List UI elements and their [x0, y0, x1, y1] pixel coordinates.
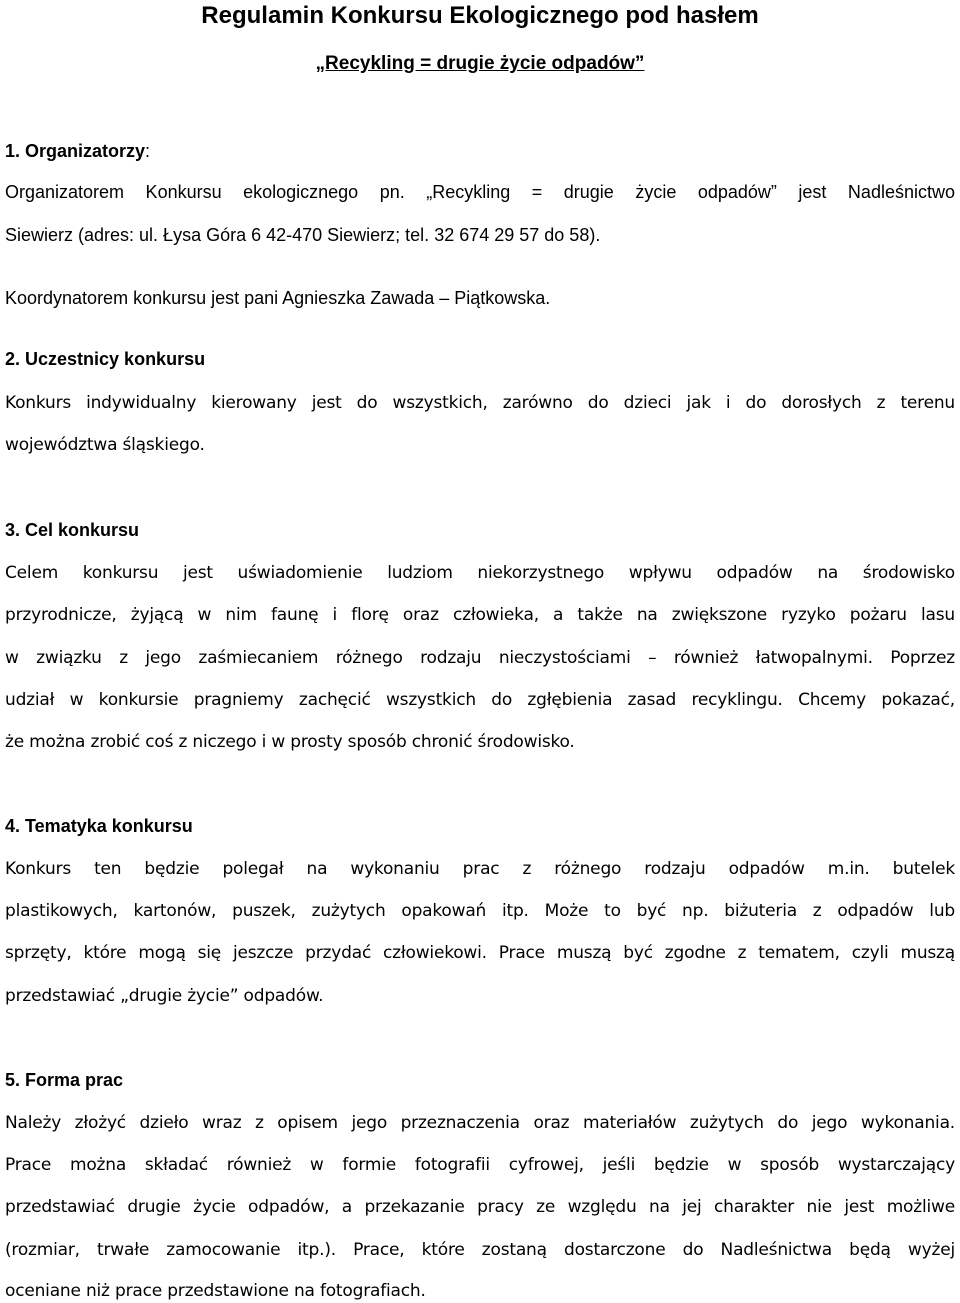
- paragraph-line: (rozmiar, trwałe zamocowanie itp.). Prace, które zostaną dostarczone do Nadleśnictwa będą wyżej: [5, 1240, 955, 1260]
- paragraph-line: Konkurs ten będzie polegał na wykonaniu prac z różnego rodzaju odpadów m.in. butelek: [5, 859, 955, 879]
- paragraph-line: oceniane niż prace przedstawione na fotografiach.: [5, 1281, 426, 1301]
- paragraph-line: przyrodnicze, żyjącą w nim faunę i florę oraz człowieka, a także na zwiększone ryzyko pożaru lasu: [5, 605, 955, 625]
- section-heading-text: 1. Organizatorzy: [5, 141, 146, 161]
- paragraph-line: przedstawiać drugie życie odpadów, a przekazanie pracy ze względu na jej charakter nie jest możliwe: [5, 1197, 955, 1217]
- section-heading-goal: 3. Cel konkursu: [5, 520, 140, 540]
- section-heading-participants: 2. Uczestnicy konkursu: [5, 349, 206, 369]
- document-subtitle: „Recykling = drugie życie odpadów”: [315, 53, 645, 74]
- paragraph-line: w związku z jego zaśmiecaniem różnego rodzaju nieczystościami – również łatwopalnymi. Poprzez: [5, 648, 955, 668]
- paragraph-line: Celem konkursu jest uświadomienie ludziom niekorzystnego wpływu odpadów na środowisko: [5, 563, 955, 583]
- section-heading-topic: 4. Tematyka konkursu: [5, 816, 193, 836]
- paragraph-line: przedstawiać „drugie życie” odpadów.: [5, 986, 324, 1006]
- section-heading-organizers: [5, 139, 150, 163]
- paragraph-line: że można zrobić coś z niczego i w prosty sposób chronić środowisko.: [5, 732, 575, 752]
- paragraph-line: Prace można składać również w formie fotografii cyfrowej, jeśli będzie w sposób wystarczający: [5, 1155, 955, 1175]
- paragraph-line: sprzęty, które mogą się jeszcze przydać człowiekowi. Prace muszą być zgodne z tematem, czyli muszą: [5, 943, 955, 963]
- paragraph-line: Siewierz (adres: ul. Łysa Góra 6 42-470 Siewierz; tel. 32 674 29 57 do 58).: [5, 225, 601, 245]
- paragraph-line: Konkurs indywidualny kierowany jest do wszystkich, zarówno do dzieci jak i do dorosłych z terenu: [5, 393, 955, 413]
- section-heading-colon: :: [145, 141, 151, 161]
- paragraph-line: Należy złożyć dzieło wraz z opisem jego przeznaczenia oraz materiałów zużytych do jego wykonania.: [5, 1113, 955, 1133]
- paragraph-line: udział w konkursie pragniemy zachęcić wszystkich do zgłębienia zasad recyklingu. Chcemy pokazać,: [5, 690, 955, 710]
- section-heading-form: 5. Forma prac: [5, 1070, 124, 1090]
- paragraph-line: plastikowych, kartonów, puszek, zużytych opakowań itp. Może to być np. biżuteria z odpadów lub: [5, 901, 955, 921]
- paragraph-line: Organizatorem Konkursu ekologicznego pn. „Recykling = drugie życie odpadów” jest Nadleśnictwo: [5, 182, 955, 202]
- document-title: Regulamin Konkursu Ekologicznego pod hasłem: [201, 2, 759, 29]
- paragraph-line: województwa śląskiego.: [5, 435, 205, 455]
- paragraph-line: Koordynatorem konkursu jest pani Agnieszka Zawada – Piątkowska.: [5, 288, 551, 308]
